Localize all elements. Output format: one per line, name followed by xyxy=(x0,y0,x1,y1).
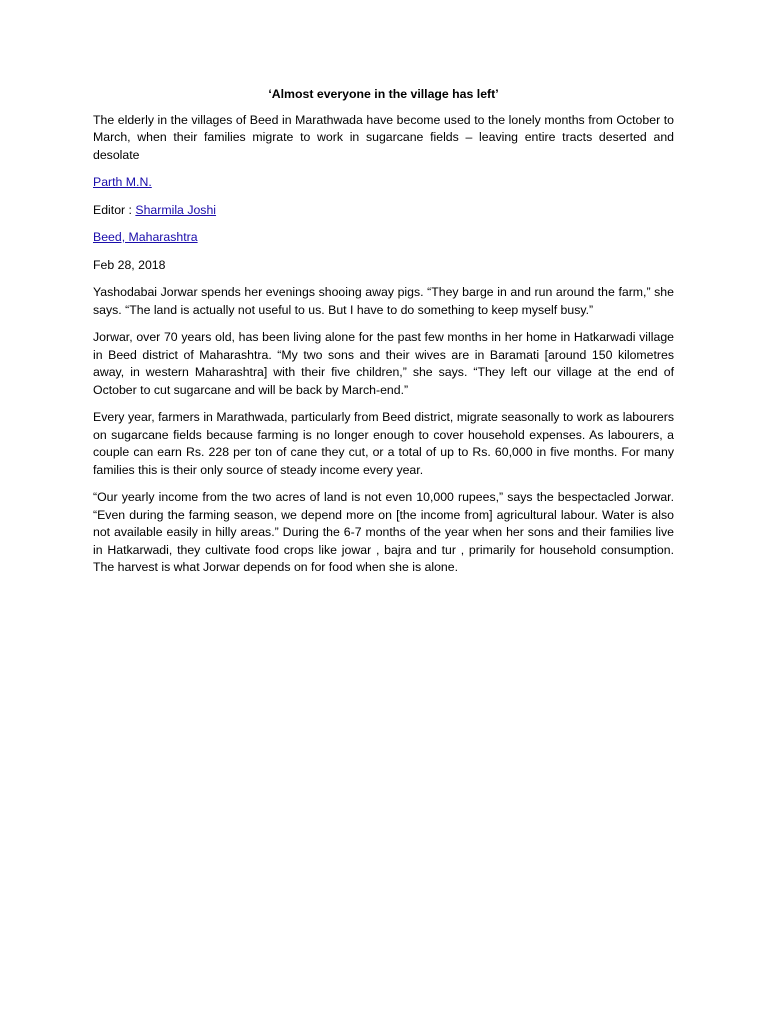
editor-line xyxy=(93,202,674,220)
author-line xyxy=(93,174,674,192)
editor-prefix: Editor : xyxy=(93,202,136,217)
paragraph-3: Every year, farmers in Marathwada, particularly from Beed district, migrate seasonally to work as labourers on sugarcane fields because farming is no longer enough to cover household expenses. As labourers, a couple can earn Rs. 228 per ton of cane they cut, or a total of up to Rs. 60,000 in five months. For many families this is their only source of steady income every year. xyxy=(93,410,674,477)
article-subtitle: The elderly in the villages of Beed in Marathwada have become used to the lonely months from October to March, when their families migrate to work in sugarcane fields – leaving entire tracts deserted and desolate xyxy=(93,112,674,162)
paragraph-2: Jorwar, over 70 years old, has been living alone for the past few months in her home in Hatkarwadi village in Beed district of Maharashtra. “My two sons and their wives are in Baramati [around 150 kilometres away, in western Maharashtra] with their five children,” she says. “They left our village at the end of October to cut sugarcane and will be back by March-end.” xyxy=(93,330,674,397)
document-page xyxy=(93,86,674,587)
editor-link[interactable]: Sharmila Joshi xyxy=(135,202,217,217)
location-link[interactable]: Beed, Maharashtra xyxy=(93,230,198,244)
author-link[interactable]: Parth M.N. xyxy=(93,175,152,189)
article-title: ‘Almost everyone in the village has left’ xyxy=(268,87,499,101)
article-date: Feb 28, 2018 xyxy=(93,257,166,272)
paragraph-4: “Our yearly income from the two acres of land is not even 10,000 rupees,” says the bespectacled Jorwar. “Even during the farming season, we depend more on [the income from] agricultural labour. Water is also not available easily in hilly areas.” During the 6-7 months of the year when her sons and their families live in Hatkarwadi, they cultivate food crops like jowar , bajra and tur , primarily for household consumption. The harvest is what Jorwar depends on for food when she is alone. xyxy=(93,490,674,574)
location-line xyxy=(93,229,674,247)
paragraph-1: Yashodabai Jorwar spends her evenings shooing away pigs. “They barge in and run around the farm,” she says. “The land is actually not useful to us. But I have to do something to keep myself busy.” xyxy=(93,285,674,317)
